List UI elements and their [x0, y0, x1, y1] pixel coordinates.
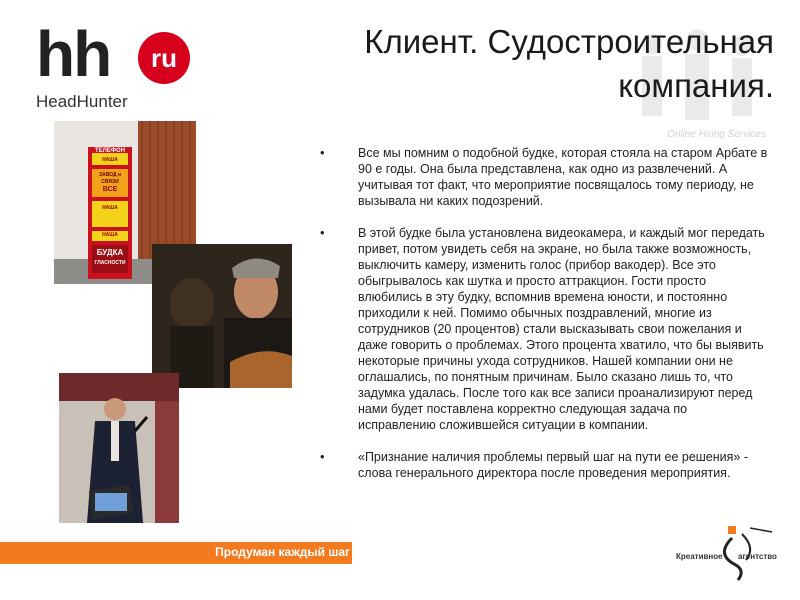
- photo-man-with-guitar: [152, 244, 292, 388]
- logo-ru-badge: ru: [138, 32, 190, 84]
- bullet-marker: •: [320, 225, 325, 240]
- booth-sign-line5: НАША: [102, 205, 118, 211]
- footer-orange-bar: [0, 542, 352, 564]
- bullet-marker: •: [320, 145, 325, 160]
- bullet-item: [320, 225, 768, 433]
- footer-slogan: Продуман каждый шаг: [215, 545, 350, 559]
- booth-sign-line2: ЗАВОД и: [98, 172, 122, 178]
- bullet-marker: •: [320, 449, 325, 464]
- booth-sign-line6: НАША: [102, 232, 118, 238]
- bullet-text: Все мы помним о подобной будке, которая стояла на старом Арбате в 90 е годы. Она была представлена, как одно из развлечений. А учитывая тот факт, что мероприятие посвящалось тому периоду, не вызывала ни каких подозрений.: [358, 146, 768, 208]
- slide-body: [320, 145, 768, 497]
- booth-sign-line3: СВЯЗИ: [101, 179, 119, 185]
- slide-title: [314, 20, 774, 108]
- photo-speaker-with-microphone: [59, 373, 179, 523]
- headhunter-logo: [36, 18, 196, 118]
- agency-text-left: Креативное: [676, 552, 723, 561]
- guitar-illustration: [152, 244, 292, 388]
- agency-orange-square: [728, 526, 736, 534]
- logo-wordmark: HeadHunter: [36, 92, 128, 111]
- speaker-illustration: [59, 373, 179, 523]
- logo-hh: hh: [36, 18, 111, 90]
- booth-sign-bottom1: БУДКА: [96, 248, 124, 257]
- agency-text-right: агентство: [738, 552, 777, 561]
- bullet-text: В этой будке была установлена видеокамера, и каждый мог передать привет, потом увидеть себя на экране, но была также возможность, выключить камеру, изменить голос (прибор вакодер). Все это обыгрывалось как шутка и просто аттракцион. Гости просто влюбились в эту будку, вспомнив времена юности, и постоянно приходили к ней. Помимо обычных поздравлений, многие из сотрудников (20 процентов) стали высказывать свои пожелания и даже говорить о проблемах. Этого процента хватило, что бы выявить некоторые причины ухода сотрудников. Нашей компании они не оглашались, по понятным причинам. Было сказано лишь то, что задумка удалась. После того как все записи проанализируют перед нами будет поставлена корректно следующая задача по исправлению сложившейся ситуации в компании.: [358, 226, 765, 432]
- booth-sign-line1: НАША: [102, 157, 118, 163]
- bullet-list: [320, 145, 768, 481]
- agency-logo: [676, 524, 796, 584]
- bullet-text: «Признание наличия проблемы первый шаг на пути ее решения» - слова генерального директора после проведения мероприятия.: [358, 450, 748, 480]
- tagline: Online Hiring Services: [667, 129, 766, 140]
- booth-sign-line4: ВСЕ: [102, 186, 118, 193]
- booth-sign-top: ТЕЛЕФОН: [95, 148, 125, 154]
- slide-title-line1: Клиент. Судостроительная: [364, 23, 774, 60]
- booth-sign-bottom2: ГЛАСНОСТИ: [94, 260, 126, 266]
- bullet-item: [320, 145, 768, 209]
- bullet-item: [320, 449, 768, 481]
- slide-title-line2: компания.: [618, 67, 774, 104]
